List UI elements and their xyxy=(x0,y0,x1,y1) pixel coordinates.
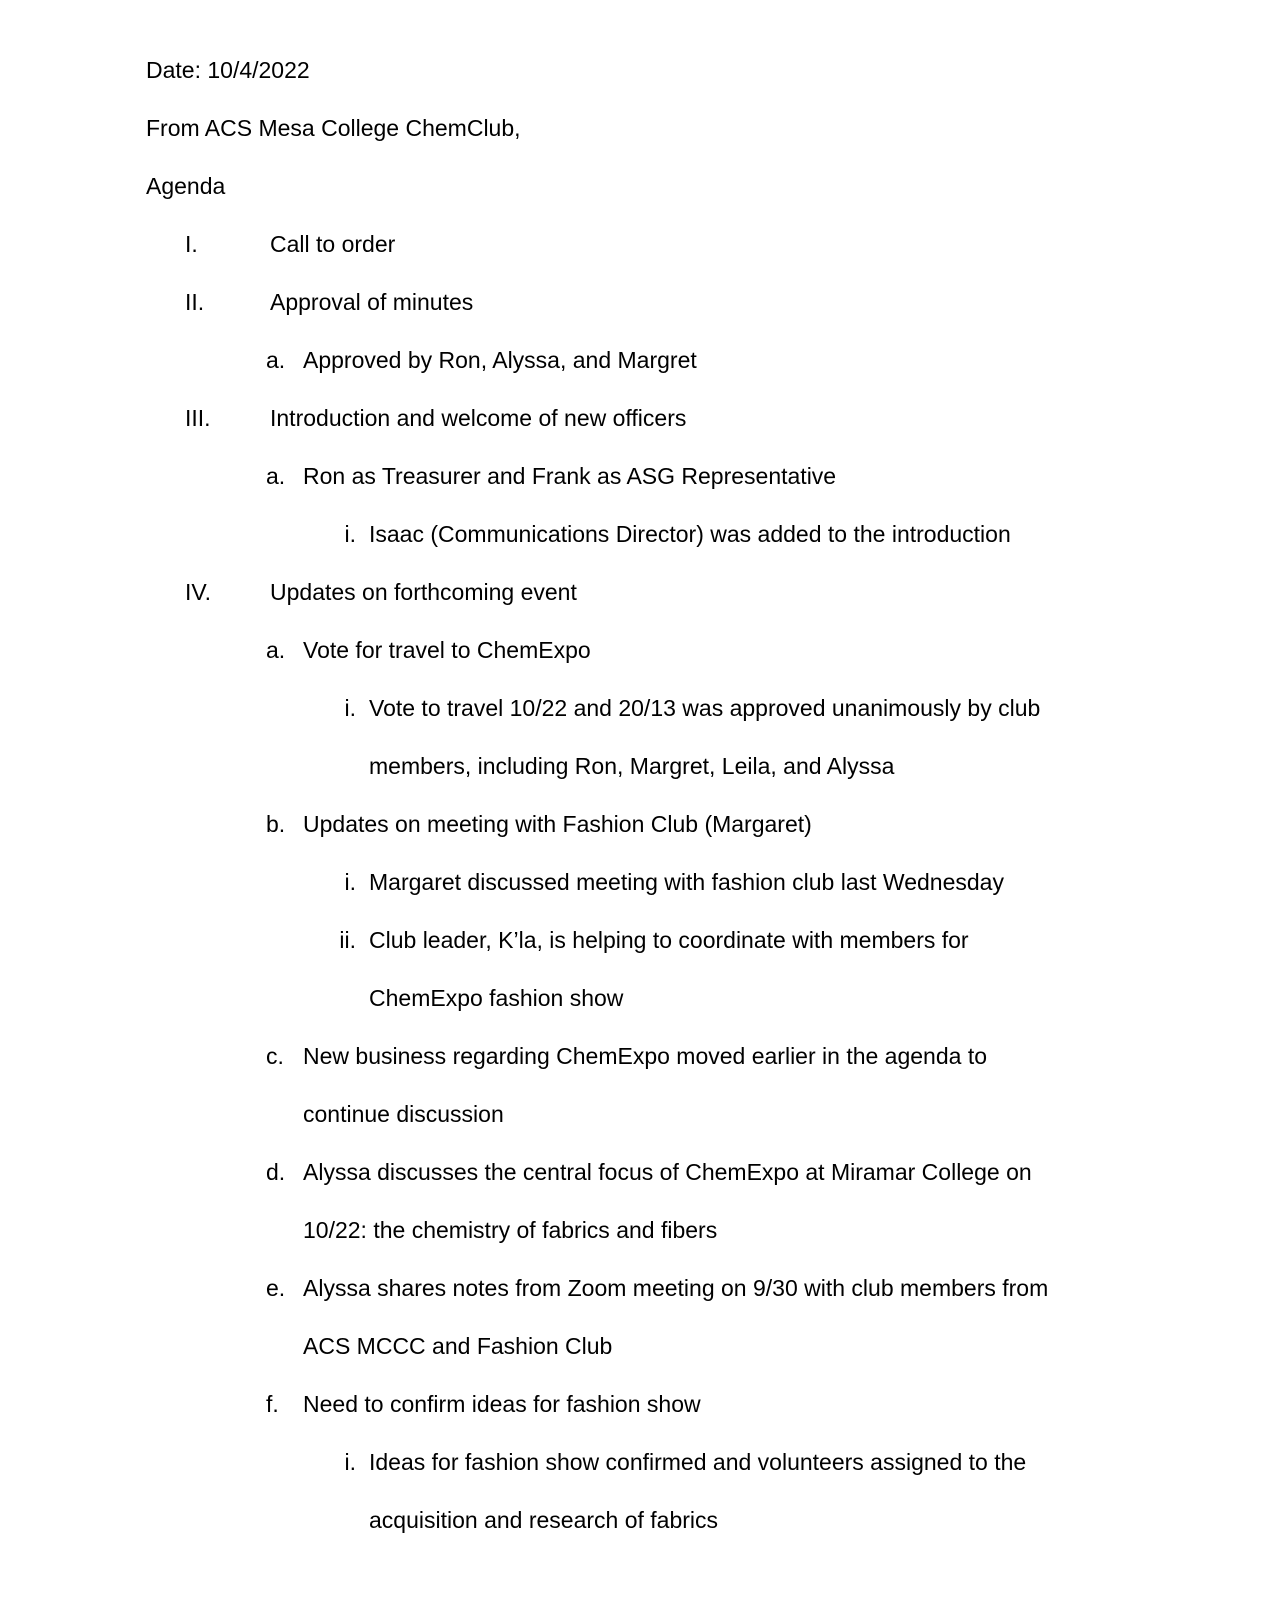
list-text: Club leader, K’la, is helping to coordinate with members for xyxy=(369,927,969,953)
agenda-item-IV-e xyxy=(0,1259,1280,1317)
list-marker: a. xyxy=(266,637,286,663)
list-text: Alyssa discusses the central focus of ChemExpo at Miramar College on xyxy=(303,1159,1032,1185)
agenda-item-IV-e-continuation xyxy=(0,1317,1280,1375)
list-marker: I. xyxy=(185,231,198,257)
list-marker: III. xyxy=(185,405,211,431)
list-text: Introduction and welcome of new officers xyxy=(270,405,687,431)
date-line xyxy=(0,41,1280,99)
agenda-item-IV-d xyxy=(0,1143,1280,1201)
agenda-item-IV-b xyxy=(0,795,1280,853)
from-text: From ACS Mesa College ChemClub, xyxy=(146,115,521,141)
list-text: ACS MCCC and Fashion Club xyxy=(303,1333,613,1359)
list-marker: a. xyxy=(266,463,286,489)
list-text: Need to confirm ideas for fashion show xyxy=(303,1391,701,1417)
list-marker: i. xyxy=(344,521,356,547)
list-text: Approval of minutes xyxy=(270,289,474,315)
list-marker: IV. xyxy=(185,579,212,605)
list-marker: i. xyxy=(344,869,356,895)
list-text: members, including Ron, Margret, Leila, and Alyssa xyxy=(369,753,895,779)
agenda-heading-text: Agenda xyxy=(146,173,226,199)
agenda-item-IV-f xyxy=(0,1375,1280,1433)
list-text: Updates on forthcoming event xyxy=(270,579,577,605)
list-text: Alyssa shares notes from Zoom meeting on 9/30 with club members from xyxy=(303,1275,1049,1301)
list-text: Updates on meeting with Fashion Club (Margaret) xyxy=(303,811,812,837)
list-text: Margaret discussed meeting with fashion club last Wednesday xyxy=(369,869,1004,895)
agenda-item-IV-c xyxy=(0,1027,1280,1085)
agenda-item-IV-f-i-continuation xyxy=(0,1491,1280,1549)
list-marker: II. xyxy=(185,289,205,315)
list-marker: a. xyxy=(266,347,286,373)
list-marker: d. xyxy=(266,1159,286,1185)
agenda-item-IV-b-ii-continuation xyxy=(0,969,1280,1027)
list-marker: f. xyxy=(266,1391,279,1417)
list-marker: i. xyxy=(344,695,356,721)
list-text: ChemExpo fashion show xyxy=(369,985,624,1011)
agenda-item-IV-f-i xyxy=(0,1433,1280,1491)
agenda-item-IV-c-continuation xyxy=(0,1085,1280,1143)
agenda-item-IV-b-ii xyxy=(0,911,1280,969)
agenda-item-IV-a-i-continuation xyxy=(0,737,1280,795)
list-marker: c. xyxy=(266,1043,284,1069)
agenda-item-IV-b-i xyxy=(0,853,1280,911)
list-text: 10/22: the chemistry of fabrics and fibers xyxy=(303,1217,718,1243)
list-marker: b. xyxy=(266,811,286,837)
list-text: Approved by Ron, Alyssa, and Margret xyxy=(303,347,697,373)
agenda-item-IV-a-i xyxy=(0,679,1280,737)
from-line xyxy=(0,99,1280,157)
list-text: Vote for travel to ChemExpo xyxy=(303,637,591,663)
list-text: continue discussion xyxy=(303,1101,504,1127)
list-text: Ron as Treasurer and Frank as ASG Representative xyxy=(303,463,837,489)
agenda-item-III-a xyxy=(0,447,1280,505)
agenda-item-II xyxy=(0,273,1280,331)
list-marker: ii. xyxy=(339,927,356,953)
date-text: Date: 10/4/2022 xyxy=(146,57,310,83)
list-text: Isaac (Communications Director) was added to the introduction xyxy=(369,521,1011,547)
list-text: Call to order xyxy=(270,231,396,257)
agenda-item-III-a-i xyxy=(0,505,1280,563)
agenda-item-IV xyxy=(0,563,1280,621)
agenda-heading xyxy=(0,157,1280,215)
agenda-item-II-a xyxy=(0,331,1280,389)
agenda-item-III xyxy=(0,389,1280,447)
agenda-item-I xyxy=(0,215,1280,273)
list-text: Vote to travel 10/22 and 20/13 was approved unanimously by club xyxy=(369,695,1041,721)
list-marker: e. xyxy=(266,1275,286,1301)
list-marker: i. xyxy=(344,1449,356,1475)
agenda-item-IV-a xyxy=(0,621,1280,679)
agenda-item-IV-d-continuation xyxy=(0,1201,1280,1259)
list-text: Ideas for fashion show confirmed and volunteers assigned to the xyxy=(369,1449,1027,1475)
list-text: New business regarding ChemExpo moved earlier in the agenda to xyxy=(303,1043,988,1069)
list-text: acquisition and research of fabrics xyxy=(369,1507,719,1533)
